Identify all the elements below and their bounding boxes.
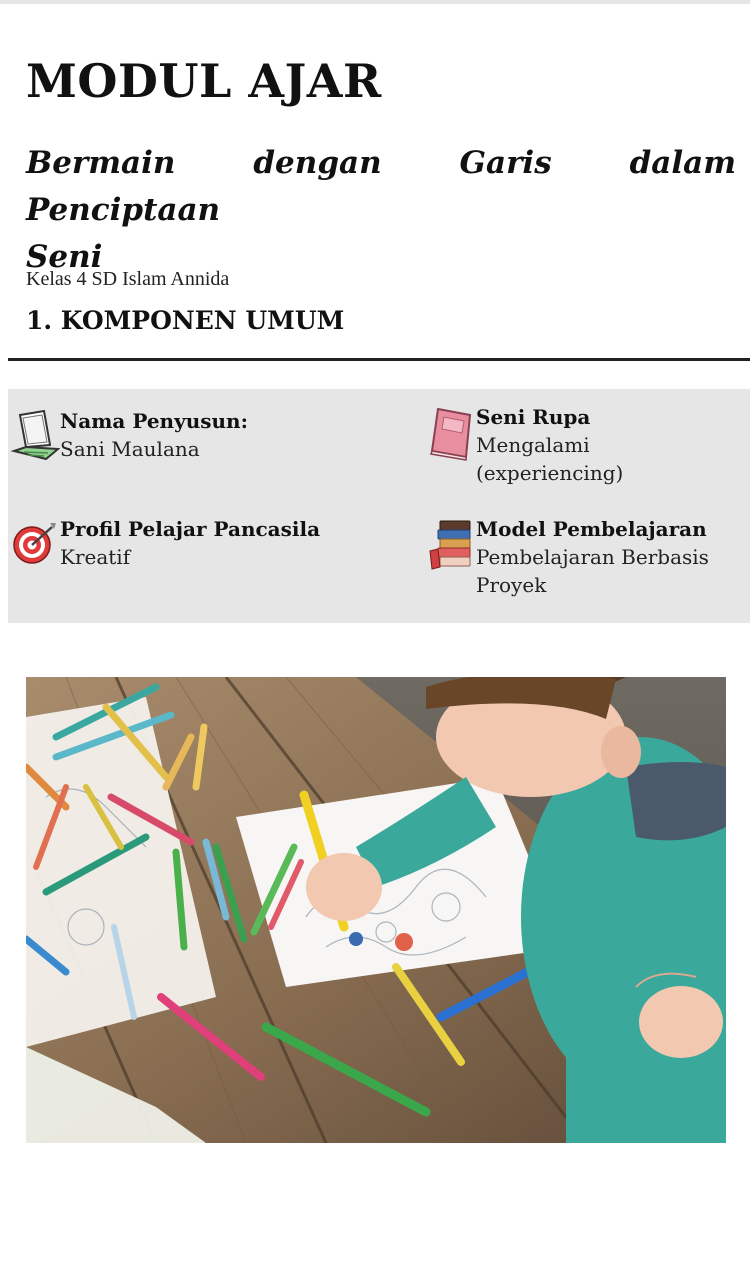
info-author xyxy=(10,407,248,465)
subtitle-line-2: Seni xyxy=(26,239,103,275)
book-icon xyxy=(426,403,476,461)
laptop-icon xyxy=(10,407,60,465)
model-value-line-2: Proyek xyxy=(476,573,547,597)
class-info: Kelas 4 SD Islam Annida xyxy=(26,268,230,290)
info-subject xyxy=(426,403,623,487)
top-border xyxy=(0,0,750,4)
document-subtitle xyxy=(26,140,736,281)
profile-label: Profil Pelajar Pancasila xyxy=(60,517,321,541)
subject-label: Seni Rupa xyxy=(476,405,591,429)
info-model xyxy=(426,515,709,599)
profile-value: Kreatif xyxy=(60,545,131,569)
subject-value-line-1: Mengalami xyxy=(476,433,590,457)
model-value-line-1: Pembelajaran Berbasis xyxy=(476,545,709,569)
section-heading: 1. KOMPONEN UMUM xyxy=(26,306,345,335)
subject-value-line-2: (experiencing) xyxy=(476,461,624,485)
target-icon xyxy=(10,515,60,573)
books-stack-icon xyxy=(426,515,476,573)
document-title: MODUL AJAR xyxy=(26,54,382,108)
section-divider xyxy=(8,358,750,361)
author-value: Sani Maulana xyxy=(60,437,200,461)
child-drawing-photo xyxy=(26,677,726,1143)
model-label: Model Pembelajaran xyxy=(476,517,707,541)
info-profile xyxy=(10,515,320,573)
info-box xyxy=(8,389,750,623)
subtitle-line-1: Bermain dengan Garis dalam Penciptaan xyxy=(26,145,736,228)
author-label: Nama Penyusun: xyxy=(60,409,248,433)
